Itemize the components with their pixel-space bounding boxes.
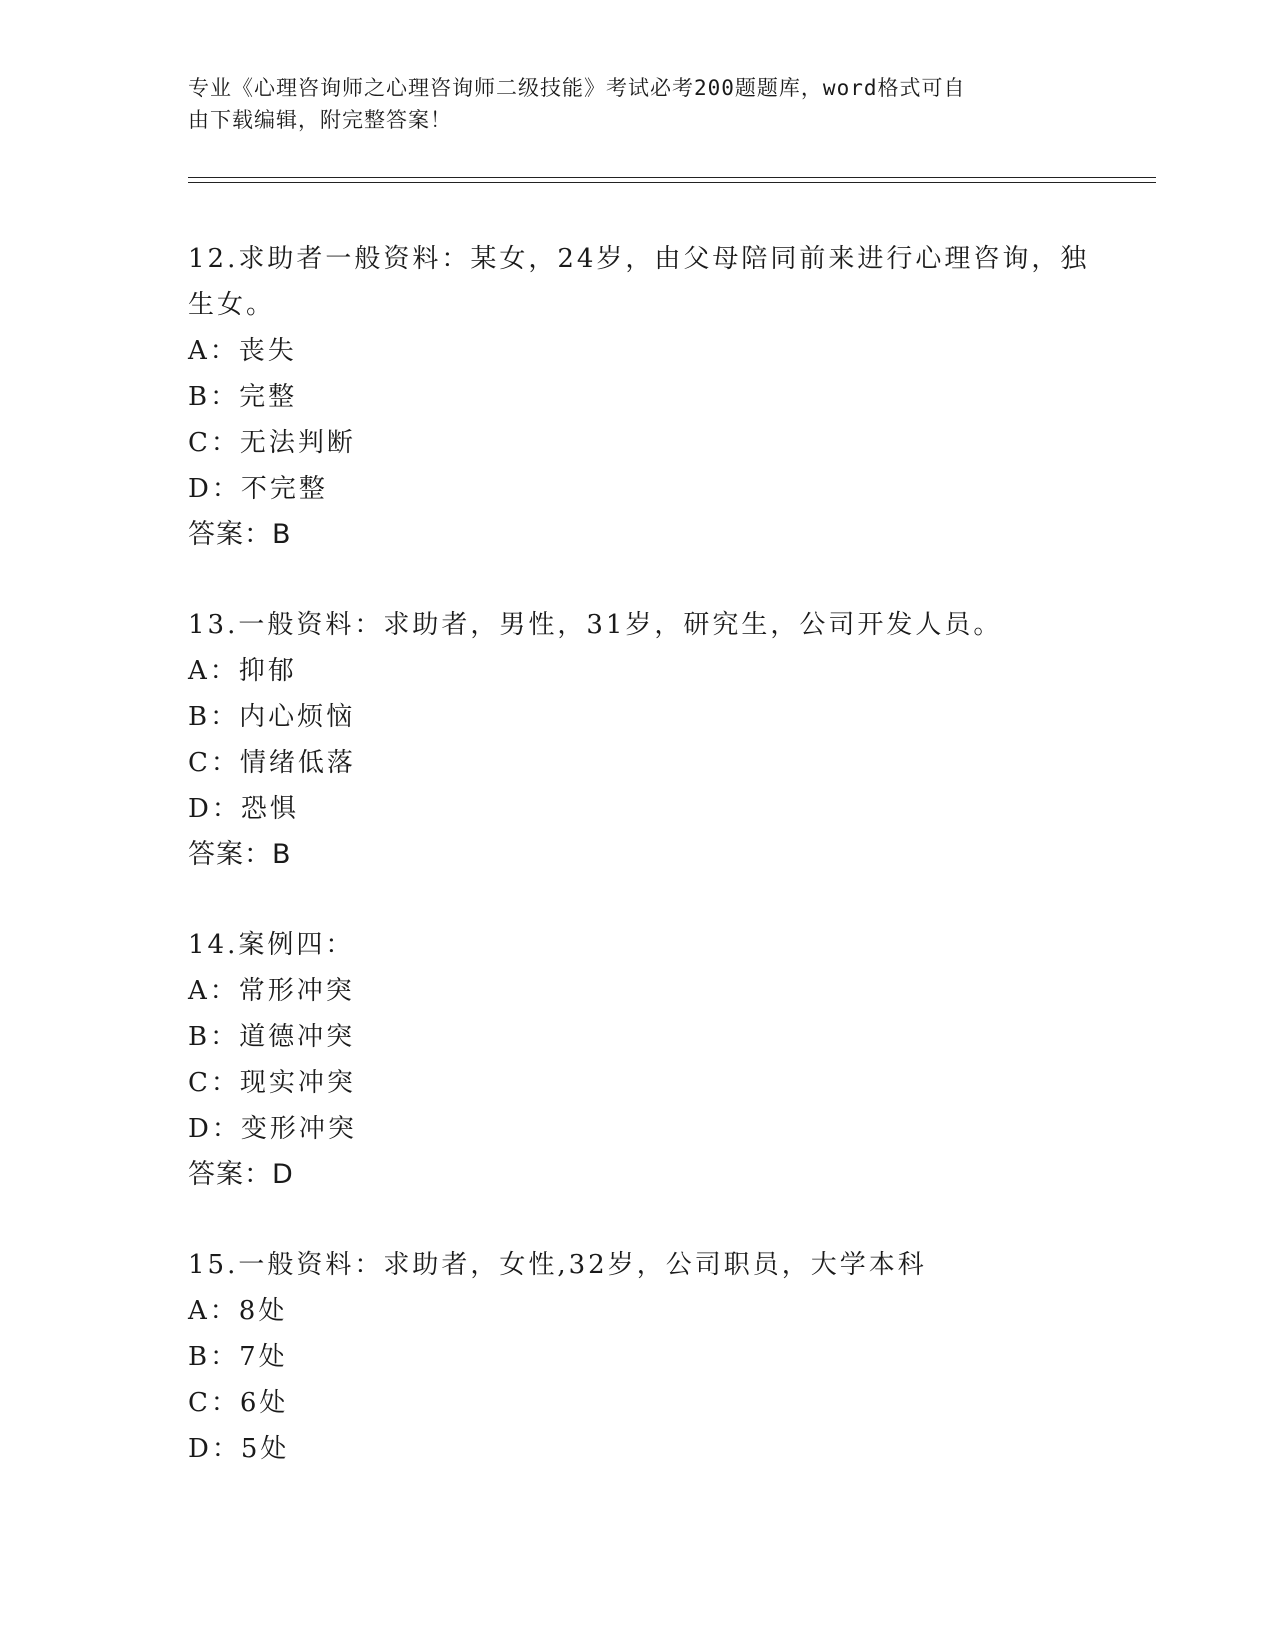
question-stem-line: 13.一般资料：求助者，男性，31岁，研究生，公司开发人员。: [188, 610, 1003, 640]
option-b: B：道德冲突: [188, 1022, 356, 1052]
option-a: A：丧失: [188, 336, 297, 366]
option-d: D：变形冲突: [188, 1114, 357, 1144]
option-d: D：5处: [188, 1434, 290, 1464]
answer: 答案：B: [188, 519, 292, 550]
option-d: D：恐惧: [188, 794, 299, 824]
header-line: 由下载编辑，附完整答案！: [188, 108, 452, 132]
document-header: [188, 72, 1088, 136]
question-stem-line: 生女。: [188, 290, 276, 320]
option-c: C：现实冲突: [188, 1068, 356, 1098]
option-d: D：不完整: [188, 474, 328, 504]
question-stem: [188, 1242, 1088, 1288]
option-c: C：6处: [188, 1388, 289, 1418]
question-stem-line: 12.求助者一般资料：某女，24岁，由父母陪同前来进行心理咨询，独: [188, 244, 1090, 274]
question-stem-line: 14.案例四：: [188, 930, 355, 960]
question-stem: [188, 236, 1088, 328]
question-stem-line: 15.一般资料：求助者，女性,32岁，公司职员，大学本科: [188, 1250, 927, 1280]
option-a: A：常形冲突: [188, 976, 355, 1006]
question-stem: [188, 922, 1088, 968]
option-a: A：抑郁: [188, 656, 297, 686]
option-b: B：完整: [188, 382, 298, 412]
question-15: [188, 1242, 1088, 1472]
answer: 答案：B: [188, 839, 292, 870]
header-rule-bottom: [188, 182, 1156, 183]
question-13: [188, 602, 1088, 878]
header-rule-top: [188, 177, 1156, 178]
question-list: [188, 236, 1088, 1516]
option-a: A：8处: [188, 1296, 288, 1326]
question-stem: [188, 602, 1088, 648]
option-b: B：7处: [188, 1342, 288, 1372]
answer: 答案：D: [188, 1159, 294, 1190]
question-12: [188, 236, 1088, 558]
question-14: [188, 922, 1088, 1198]
header-line: 专业《心理咨询师之心理咨询师二级技能》考试必考200题题库，word格式可自: [188, 76, 966, 100]
option-c: C：情绪低落: [188, 748, 356, 778]
option-c: C：无法判断: [188, 428, 356, 458]
option-b: B：内心烦恼: [188, 702, 356, 732]
